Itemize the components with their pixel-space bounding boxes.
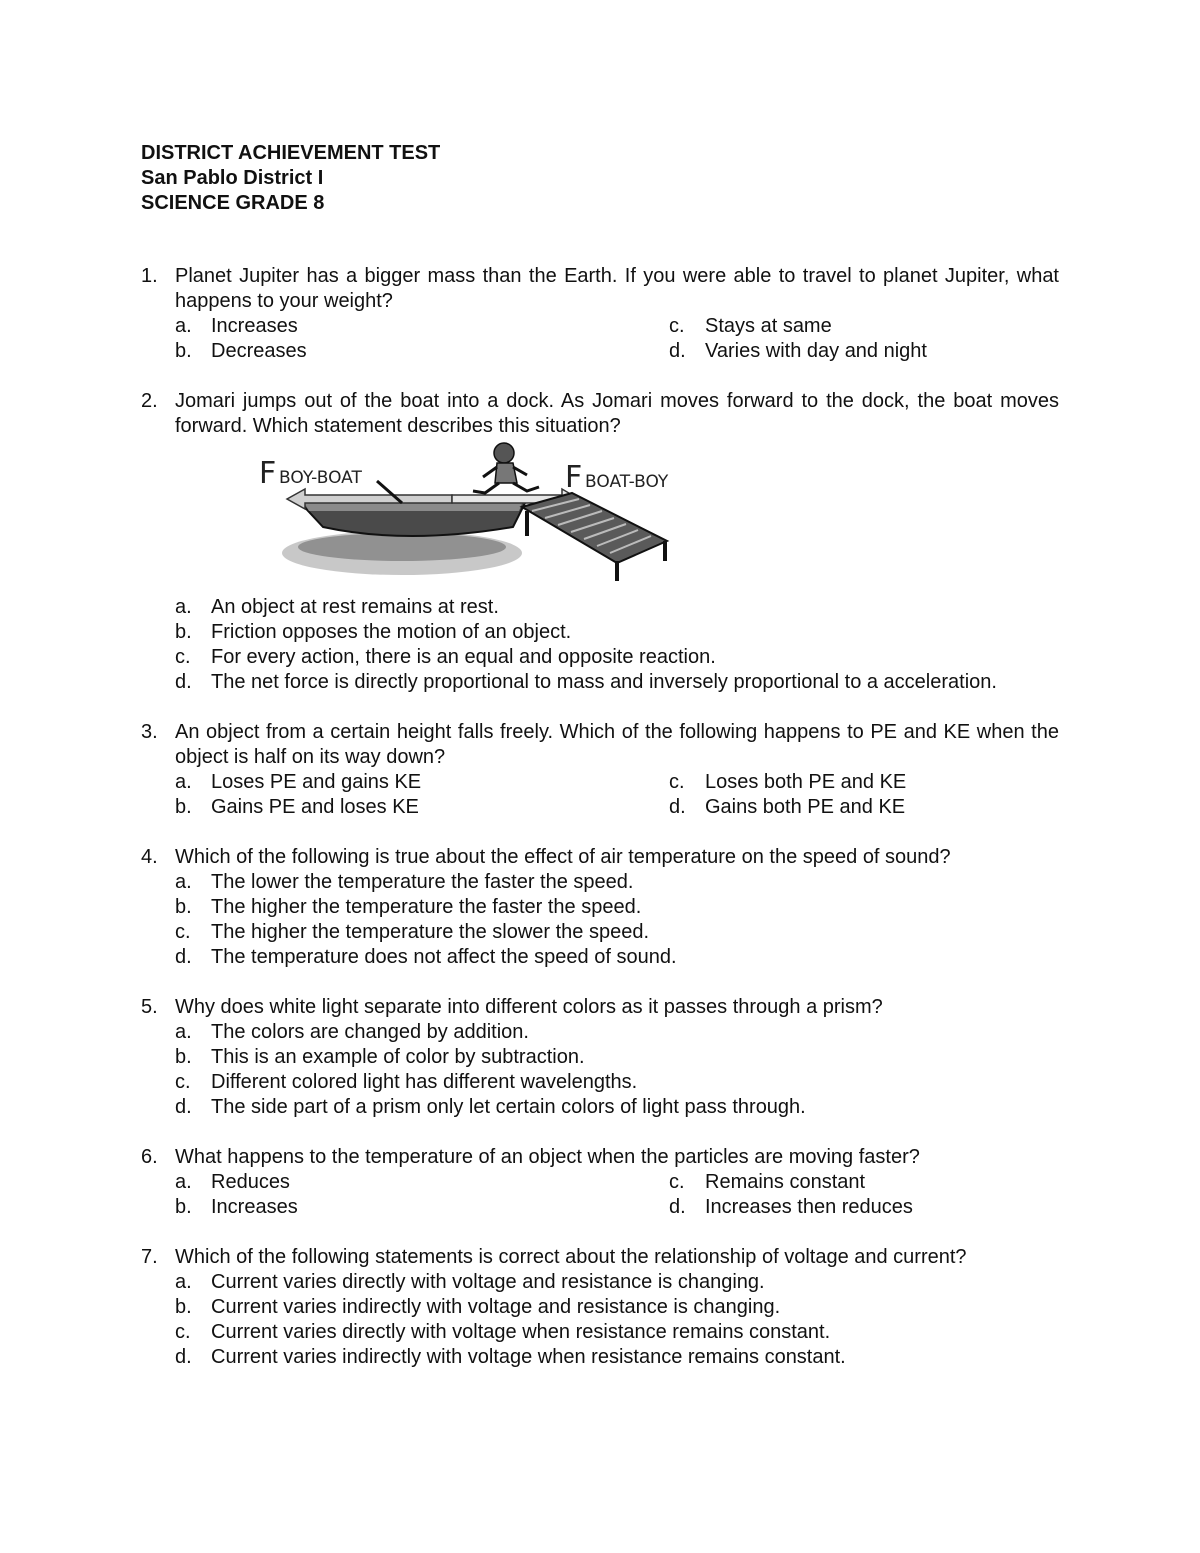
option-text: Gains both PE and KE — [705, 796, 906, 818]
option-text: Friction opposes the motion of an object. — [211, 621, 572, 643]
document-header — [141, 141, 440, 216]
option-text: Increases — [211, 315, 298, 337]
option-text: Increases — [211, 1196, 298, 1218]
force-label-left-sub: BOY-BOAT — [279, 468, 362, 488]
option-letter: c. — [175, 1071, 191, 1093]
boat-dock-figure-svg — [227, 441, 827, 589]
option-a — [175, 1270, 1059, 1295]
option-text: The higher the temperature the faster the speed. — [211, 896, 642, 918]
option-text: Current varies indirectly with voltage when resistance remains constant. — [211, 1346, 846, 1368]
option-c — [175, 920, 1059, 945]
option-text: The higher the temperature the slower the speed. — [211, 921, 650, 943]
option-d — [175, 945, 1059, 970]
option-letter: d. — [669, 796, 686, 818]
option-letter: d. — [175, 946, 192, 968]
question-1 — [141, 264, 1059, 364]
option-d — [669, 795, 1059, 820]
option-text: The lower the temperature the faster the speed. — [211, 871, 634, 893]
option-letter: a. — [175, 1171, 192, 1193]
option-letter: a. — [175, 596, 192, 618]
option-letter: a. — [175, 1021, 192, 1043]
option-letter: a. — [175, 771, 192, 793]
option-text: The colors are changed by addition. — [211, 1021, 529, 1043]
option-b — [175, 895, 1059, 920]
option-text: Decreases — [211, 340, 307, 362]
question-3 — [141, 720, 1059, 820]
question-number: 1. — [141, 265, 158, 287]
option-letter: b. — [175, 1296, 192, 1318]
force-label-left-main: F — [259, 456, 277, 491]
option-b — [175, 339, 669, 364]
question-text: Which of the following is true about the effect of air temperature on the speed of sound? — [175, 846, 951, 868]
option-text: Current varies directly with voltage and resistance is changing. — [211, 1271, 765, 1293]
question-number: 6. — [141, 1146, 158, 1168]
option-letter: d. — [669, 1196, 686, 1218]
option-c — [175, 1320, 1059, 1345]
district-name: San Pablo District I — [141, 167, 324, 189]
option-text: Stays at same — [705, 315, 832, 337]
question-number: 5. — [141, 996, 158, 1018]
option-d — [669, 1195, 1059, 1220]
option-letter: b. — [175, 1046, 192, 1068]
option-b — [175, 1195, 669, 1220]
option-a — [175, 870, 1059, 895]
question-number: 7. — [141, 1246, 158, 1268]
option-letter: d. — [175, 1096, 192, 1118]
option-c — [175, 1070, 1059, 1095]
subject-grade: SCIENCE GRADE 8 — [141, 192, 325, 214]
option-text: Loses both PE and KE — [705, 771, 907, 793]
option-c — [175, 645, 1059, 670]
option-letter: c. — [669, 315, 685, 337]
option-d — [175, 1095, 1059, 1120]
option-a — [175, 314, 669, 339]
option-text: Loses PE and gains KE — [211, 771, 422, 793]
question-number: 2. — [141, 390, 158, 412]
question-list — [141, 264, 1059, 1395]
question-7 — [141, 1245, 1059, 1370]
question-text: What happens to the temperature of an object when the particles are moving faster? — [175, 1146, 920, 1168]
option-text: For every action, there is an equal and opposite reaction. — [211, 646, 716, 668]
question-5 — [141, 995, 1059, 1120]
force-label-right-main: F — [565, 460, 583, 495]
option-b — [175, 1045, 1059, 1070]
question-text: Which of the following statements is correct about the relationship of voltage and current? — [175, 1246, 967, 1268]
option-text: Current varies directly with voltage when resistance remains constant. — [211, 1321, 831, 1343]
question-2 — [141, 389, 1059, 695]
option-b — [175, 795, 669, 820]
force-label-right-sub: BOAT-BOY — [585, 472, 669, 492]
question-text: Planet Jupiter has a bigger mass than the Earth. If you were able to travel to planet Jupiter, what happens to your weight? — [175, 265, 1059, 312]
option-letter: c. — [669, 1171, 685, 1193]
question-text: An object from a certain height falls freely. Which of the following happens to PE and KE when the object is half on its way down? — [175, 721, 1059, 768]
test-title: DISTRICT ACHIEVEMENT TEST — [141, 142, 441, 164]
question-text: Jomari jumps out of the boat into a dock. As Jomari moves forward to the dock, the boat moves forward. Which statement describes this situation? — [175, 390, 1059, 437]
boy-boat-dock-illustration — [227, 441, 827, 589]
option-c — [669, 314, 1059, 339]
option-b — [175, 620, 1059, 645]
option-d — [669, 339, 1059, 364]
option-text: The side part of a prism only let certain colors of light pass through. — [211, 1096, 806, 1118]
option-letter: b. — [175, 796, 192, 818]
option-letter: d. — [175, 671, 192, 693]
question-6 — [141, 1145, 1059, 1220]
option-b — [175, 1295, 1059, 1320]
option-letter: a. — [175, 1271, 192, 1293]
option-letter: a. — [175, 315, 192, 337]
option-letter: b. — [175, 621, 192, 643]
option-a — [175, 1170, 669, 1195]
option-text: Current varies indirectly with voltage and resistance is changing. — [211, 1296, 781, 1318]
option-letter: d. — [669, 340, 686, 362]
option-text: Varies with day and night — [705, 340, 927, 362]
option-letter: c. — [669, 771, 685, 793]
option-letter: d. — [175, 1346, 192, 1368]
option-letter: b. — [175, 896, 192, 918]
option-d — [175, 1345, 1059, 1370]
option-letter: b. — [175, 340, 192, 362]
question-number: 3. — [141, 721, 158, 743]
option-text: The net force is directly proportional to mass and inversely proportional to a acceleration. — [211, 671, 997, 693]
option-text: Gains PE and loses KE — [211, 796, 419, 818]
option-letter: c. — [175, 646, 191, 668]
option-letter: c. — [175, 921, 191, 943]
option-c — [669, 770, 1059, 795]
option-d — [175, 670, 1059, 695]
option-a — [175, 595, 1059, 620]
question-number: 4. — [141, 846, 158, 868]
option-text: The temperature does not affect the speed of sound. — [211, 946, 677, 968]
option-letter: b. — [175, 1196, 192, 1218]
option-text: Reduces — [211, 1171, 290, 1193]
option-a — [175, 770, 669, 795]
option-text: An object at rest remains at rest. — [211, 596, 499, 618]
option-a — [175, 1020, 1059, 1045]
option-text: Different colored light has different wavelengths. — [211, 1071, 638, 1093]
option-letter: c. — [175, 1321, 191, 1343]
option-c — [669, 1170, 1059, 1195]
option-text: This is an example of color by subtraction. — [211, 1046, 585, 1068]
question-4 — [141, 845, 1059, 970]
option-text: Increases then reduces — [705, 1196, 913, 1218]
question-text: Why does white light separate into different colors as it passes through a prism? — [175, 996, 883, 1018]
option-text: Remains constant — [705, 1171, 866, 1193]
option-letter: a. — [175, 871, 192, 893]
